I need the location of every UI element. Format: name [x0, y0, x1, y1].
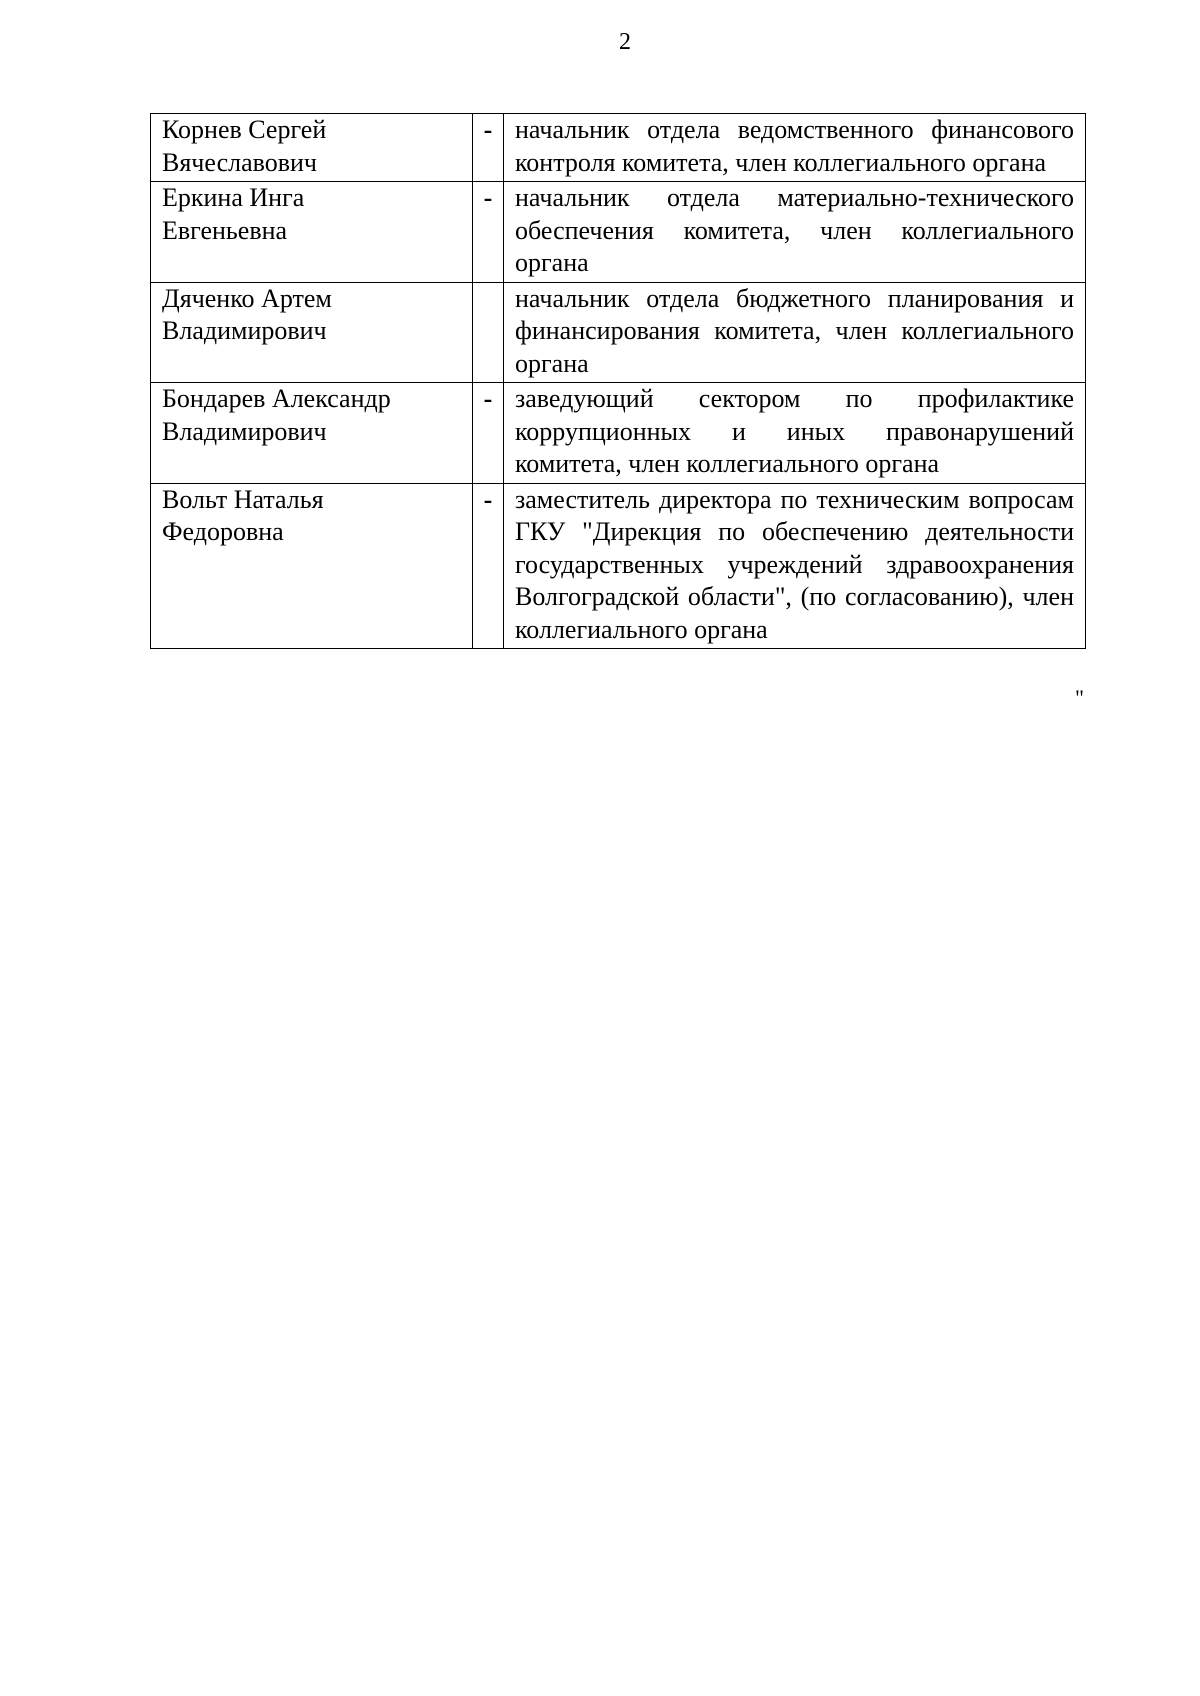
member-name-cell [151, 114, 473, 182]
table-row [151, 114, 1086, 182]
dash-cell: - [473, 114, 504, 182]
member-description: заведующий сектором по профилактике коррупционных и иных правонарушений комитета, член коллегиального органа [504, 383, 1086, 484]
member-description: начальник отдела материально-технического обеспечения комитета, член коллегиального органа [504, 182, 1086, 283]
member-name-line: Корнев Сергей [162, 115, 327, 144]
table-row [151, 483, 1086, 649]
member-name-cell [151, 182, 473, 283]
dash-cell [473, 282, 504, 383]
dash-cell: - [473, 383, 504, 484]
closing-quote: " [1075, 685, 1084, 710]
members-table [150, 113, 1086, 649]
member-description: заместитель директора по техническим вопросам ГКУ "Дирекция по обеспечению деятельности государственных учреждений здравоохранения Волгоградской области", (по согласованию), член коллегиального органа [504, 483, 1086, 649]
member-name-line: Федоровна [162, 517, 284, 546]
member-name-line: Еркина Инга [162, 183, 305, 212]
dash-cell: - [473, 483, 504, 649]
member-name-cell [151, 282, 473, 383]
member-name-line: Евгеньевна [162, 215, 288, 245]
member-name-line: Вячеславович [162, 147, 317, 177]
member-name-line: Владимирович [162, 316, 327, 345]
page-number: 2 [619, 29, 631, 55]
table-row [151, 182, 1086, 283]
table-row [151, 282, 1086, 383]
member-name-cell [151, 383, 473, 484]
member-description: начальник отдела бюджетного планирования и финансирования комитета, член коллегиального органа [504, 282, 1086, 383]
table-row [151, 383, 1086, 484]
member-name-cell [151, 483, 473, 649]
member-description: начальник отдела ведомственного финансового контроля комитета, член коллегиального органа [504, 114, 1086, 182]
member-name-line: Владимирович [162, 416, 327, 446]
member-name-line: Вольт Наталья [162, 484, 324, 514]
member-name-line: Дяченко Артем [162, 283, 332, 313]
member-name-line: Бондарев Александр [162, 384, 391, 413]
dash-cell: - [473, 182, 504, 283]
